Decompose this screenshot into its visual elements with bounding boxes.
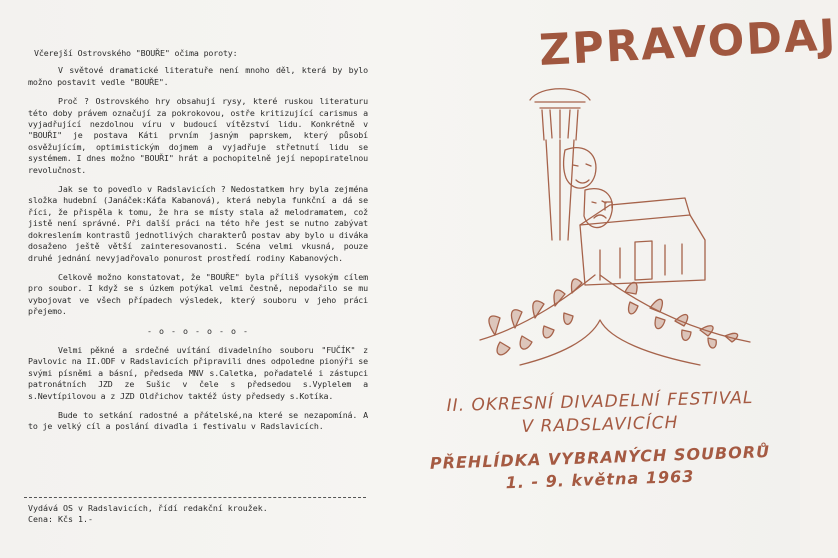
paragraph-performance: Jak se to povedlo v Radslavicích ? Nedostatkem hry byla zejména složka hudební (Janáček:Káťa Kabanová), která nebyla funkční a dá se říci, že přispěla k tomu, že hra se místy stala až melodramatem, což jistě není správné. Při další práci na této hře jest se nutno zabývat dokreslením kontrastů jednotlivých charakterů postav aby bylo u diváka dosaženo ještě větší zainteresovanosti. Scéna velmi vkusná, pouze druhé jednání nevyjadřovalo ponurost prostředí rodiny Kabanových. (28, 184, 368, 263)
paragraph-intro: V světové dramatické literatuře není mnoho děl, která by bylo možno postavit vedle "BOUŘE". (28, 65, 368, 87)
publisher-line: Vydává OS v Radslavicích, řídí redakční kroužek. (28, 503, 268, 513)
cover-panel (400, 0, 838, 558)
festival-location: V RADSLAVICÍCH (521, 412, 679, 438)
section-separator: - o - o - o - o - (147, 325, 249, 336)
price-line: Cena: Kčs 1.- (28, 514, 93, 525)
paragraph-welcome: Velmi pěkné a srdečné uvítání divadelního souboru "FUČÍK" z Pavlovic na II.ODF v Radslavicích připravili dnes odpoledne pionýři se svými písněmi a básní, předseda MNV s.Caletka, pořadatelé i zástupci patronátních JZD ze Sušic v čele s předsedou s.Vyplelem a s.Nevtípilovou a z JZD Oldřichov taktéž ústy předsedy s.Kotíka. (28, 344, 368, 401)
festival-title: II. OKRESNÍ DIVADELNÍ FESTIVAL (446, 387, 754, 417)
review-heading: Včerejší Ostrovského "BOUŘE" očima poroty: (34, 48, 238, 58)
paragraph-closing: Bude to setkání radostné a přátelské,na které se nezapomíná. A to je velký cíl a poslání divadla i festivalu v Radslavicích. (28, 409, 368, 432)
festival-dates: 1. - 9. května 1963 (505, 466, 695, 493)
festival-subtitle: PŘEHLÍDKA VYBRANÝCH SOUBORŮ (429, 442, 771, 473)
colophon (28, 503, 368, 526)
typewritten-column (28, 38, 368, 441)
paragraph-why: Proč ? Ostrovského hry obsahují rysy, které ruskou literaturu této doby právem označují za pokrokovou, ostře kritizující carismus a vyjadřující nezdolnou víru v budoucí vítězství lidu. Konkrétně v "BOUŘI" je postava Káti prvním jasným paprskem, který působí osvěžujícím, optimistickým dojmem a vyjadřuje střetnutí lidu se systémem. I dnes možno "BOUŘI" hrát a pochopitelně její nepopiratelnou revolučnost. (28, 96, 368, 175)
masthead-title: ZPRAVODAJ (538, 10, 838, 76)
theatre-illustration (460, 80, 760, 380)
footer-divider (24, 497, 366, 498)
paragraph-conclusion: Celkově možno konstatovat, že "BOUŘE" byla příliš vysokým cílem pro soubor. I když se s úzkem potýkal velmi čestně, nepodařilo se mu vybojovat ve všech případech výsledek, který souboru v jeho práci přejemo. (28, 271, 368, 317)
